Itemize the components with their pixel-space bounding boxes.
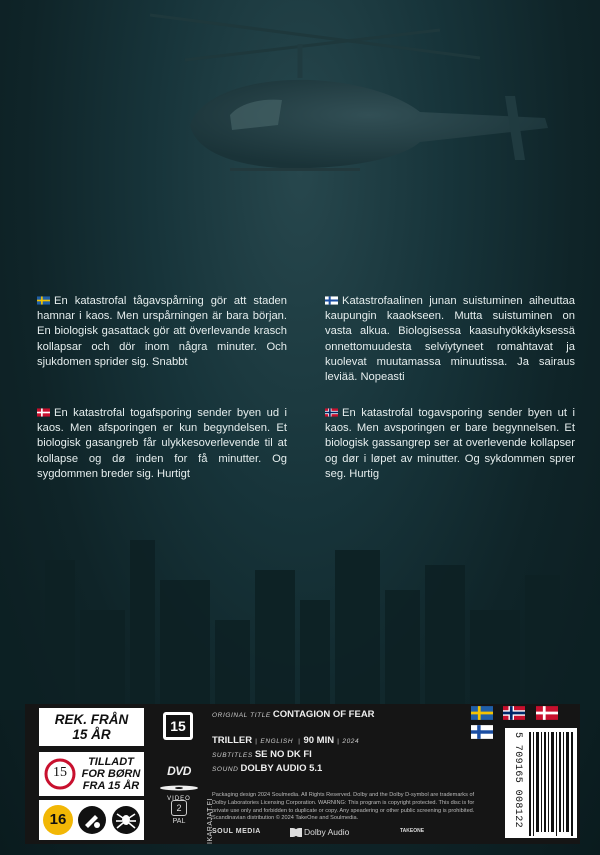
tilladt-line-2: FOR BØRN xyxy=(81,768,141,780)
barcode-number: 5 709165 008122 xyxy=(512,732,523,829)
original-title: CONTAGION OF FEAR xyxy=(272,709,375,720)
sound-label: SOUND xyxy=(212,766,239,773)
language: ENGLISH xyxy=(260,738,294,745)
fear-content-icon xyxy=(111,805,141,835)
synopsis-norwegian-text: En katastrofal togavsporing sender byen ut i kaos. Men avsporingen er bare begynnelsen. Et biologisk gassangrep ser at overlevende kollapser og dør i løpet av minutter. Og sykdommen sprer seg. Hurtig xyxy=(325,407,575,480)
synopsis-danish xyxy=(37,406,287,482)
synopsis-swedish xyxy=(37,294,287,370)
pal-label: PAL xyxy=(172,818,186,825)
takeone-logo: TAKEONE xyxy=(400,828,425,834)
violence-content-icon xyxy=(77,805,107,835)
dvd-video-text: VIDEO xyxy=(167,796,191,802)
subtitles-label: SUBTITLES xyxy=(212,752,253,759)
region-code xyxy=(170,800,188,825)
subtitles: SE NO DK FI xyxy=(254,749,312,760)
dvd-logo-text: DVD xyxy=(167,764,191,778)
synopsis-danish-text: En katastrofal togafsporing sender byen ud i kaos. Men afsporingen er kun begyndelsen. Et biologisk gasangreb får ulykkesoverlevende til at kollapse og dø inden for få minutter. Og sygdommen breder sig. Hurtigt xyxy=(37,407,287,480)
tilladt-line-3: FRA 15 ÅR xyxy=(82,780,140,792)
danish-age-rating xyxy=(39,752,144,796)
original-title-label: ORIGINAL TITLE xyxy=(212,712,271,719)
kavi-url: IKARAJAT.FI xyxy=(207,798,214,844)
sweden-flag-icon xyxy=(37,296,50,305)
city-skyline-image xyxy=(0,520,600,710)
dolby-double-d-icon xyxy=(290,828,302,837)
barcode xyxy=(505,728,577,838)
denmark-flag-icon xyxy=(37,408,50,417)
norway-flag-icon xyxy=(503,706,525,720)
helicopter-image xyxy=(0,0,600,260)
legal-text: Packaging design 2024 Soulmedia. All Rights Reserved. Dolby and the Dolby D-symbol are trademarks of Dolby Laboratories Licensing Corporation. WARNING: This program is copyright protected. This disc is for private use only and forbidden to duplicate or copy. Any speadering or other public screening is prohibited. Scandinavian distribution © 2024 TakeOne and Soulmedia. xyxy=(212,792,475,822)
rek-line-2: 15 ÅR xyxy=(72,727,111,742)
norway-flag-icon xyxy=(325,408,338,417)
denmark-flag-icon xyxy=(536,706,558,720)
sweden-flag-icon xyxy=(471,706,493,720)
swedish-age-rating xyxy=(39,708,144,746)
danish-rating-age: 15 xyxy=(53,765,67,780)
runtime: 90 MIN xyxy=(303,735,335,746)
tilladt-line-1: TILLADT xyxy=(88,756,134,768)
finland-flag-icon xyxy=(471,725,493,739)
dolby-audio-logo: Dolby Audio xyxy=(304,827,350,837)
dvd-video-logo xyxy=(158,764,200,802)
region-number: 2 xyxy=(171,800,187,816)
movie-info: ORIGINAL TITLE CONTAGION OF FEAR TRILLER | ENGLISH | 90 MIN | 2024 SUBTITLES SE NO DK FI SOUND DOLBY AUDIO 5.1 xyxy=(212,709,375,774)
synopsis-finnish xyxy=(325,294,575,385)
year: 2024 xyxy=(342,738,360,745)
dvd-disc-icon xyxy=(159,785,199,791)
finnish-age-rating xyxy=(39,800,144,840)
synopsis-swedish-text: En katastrofal tågavspårning gör att staden hamnar i kaos. Men urspårningen är bara början. En biologisk gasattack gör att överlevande krasch kollapsar och dör inom några minuter. Och sjukdomen sprider sig. Snabbt xyxy=(37,295,287,368)
fi-age-badge: 16 xyxy=(43,805,73,835)
synopsis-norwegian xyxy=(325,406,575,482)
synopsis-finnish-text: Katastrofaalinen junan suistuminen aiheuttaa kaupungin kaaokseen. Mutta suistuminen on vasta alkua. Biologisessa kaasuhyökkäyksessä onnettomuudesta selviytyneet romahtavat ja kuolevat muutamassa minuutissa. Ja sairaus leviää. Nopeasti xyxy=(325,295,575,384)
genre: TRILLER xyxy=(212,735,253,746)
soulmedia-logo: SOUL MEDIA xyxy=(212,828,261,835)
age-15-label: 15 xyxy=(166,715,190,737)
age-15-badge xyxy=(163,712,193,740)
rek-line-1: REK. FRÅN xyxy=(54,712,129,727)
sound: DOLBY AUDIO 5.1 xyxy=(240,763,323,774)
info-panel xyxy=(25,704,580,844)
finland-flag-icon xyxy=(325,296,338,305)
